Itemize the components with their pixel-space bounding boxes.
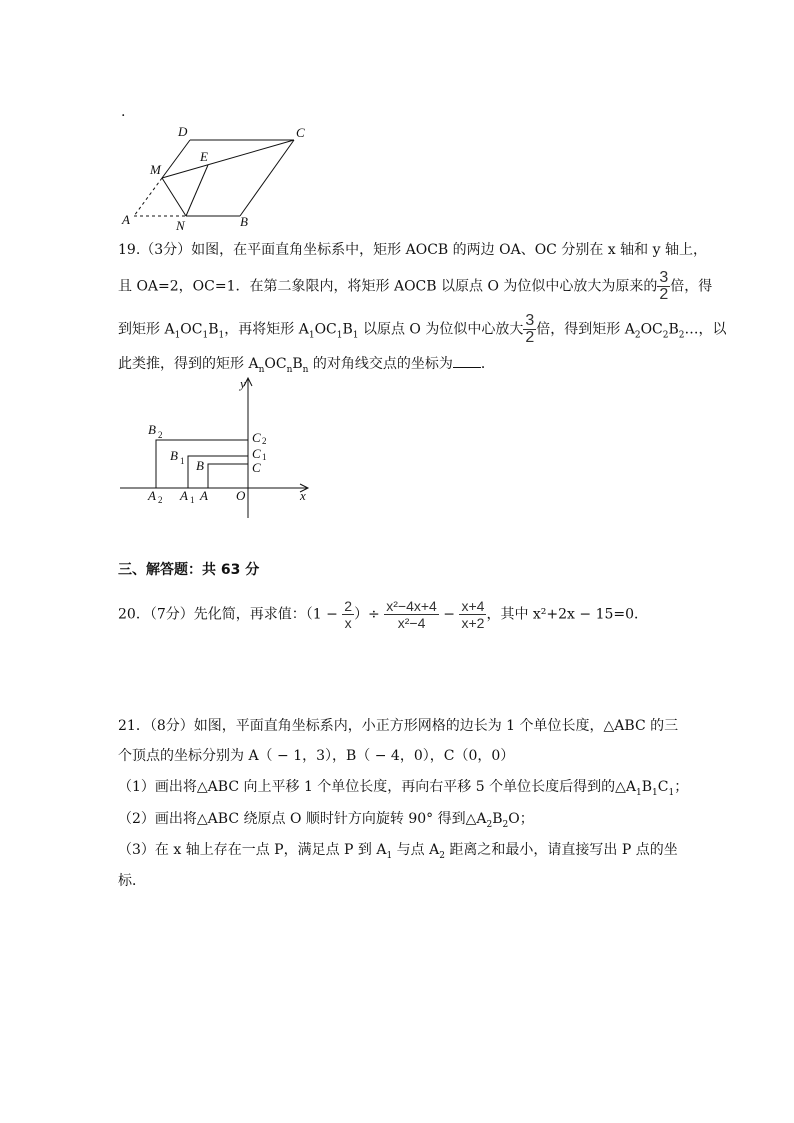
edge-ma-dashed (134, 178, 162, 216)
label-c1-sub: 1 (262, 452, 267, 462)
rect-aocb (208, 464, 248, 488)
label-b2: B (148, 422, 156, 437)
label-c: C (296, 125, 305, 140)
q21-line1: 21．（8分）如图，平面直角坐标系内，小正方形网格的边长为 1 个单位长度，△ABC 的三 (118, 718, 679, 734)
label-a: A (122, 212, 130, 227)
q19-line1: 19.（3分）如图，在平面直角坐标系中，矩形 AOCB 的两边 OA、OC 分别在 x 轴和 y 轴上， (118, 242, 707, 258)
label-e: E (200, 149, 208, 164)
label-b1-sub: 1 (180, 456, 185, 466)
q21-item1: （1）画出将△ABC 向上平移 1 个单位长度，再向右平移 5 个单位长度后得到的$\triangle A_1B_1C_1$； (118, 779, 689, 798)
label-b1: B (170, 448, 178, 463)
label-b: B (196, 458, 204, 473)
label-c1: C (252, 446, 261, 461)
q20-fraction-linear: $\frac{x+4}{x+2}$ (461, 598, 485, 631)
answer-blank[interactable] (453, 355, 481, 368)
label-a1-sub: 1 (190, 495, 195, 505)
q20-fraction-quadratic: $\frac{\text{x²−4x+4}}{\text{x²−4}}$ (386, 598, 437, 631)
label-n: N (176, 218, 185, 232)
q19-fraction-3-2: $\frac{3}{2}$ (659, 269, 669, 303)
edge-mc (162, 140, 294, 178)
q21-line2: 个顶点的坐标分别为 A（ − 1，3），B（ − 4，0），C（0，0） (118, 748, 515, 764)
parallelogram-figure (112, 120, 312, 232)
rectangles-figure (112, 372, 322, 524)
label-c2: C (252, 430, 261, 445)
q19-line2: 且 OA=2，OC=1．在第二象限内，将矩形 AOCB 以原点 O 为位似中心放大为原来的 $\frac{3}{2}$ 倍，得 (118, 269, 713, 303)
q21-item3-continued: 标． (118, 873, 146, 889)
label-m: M (150, 162, 161, 177)
label-a: A (200, 488, 208, 503)
q21-item2: （2）画出将△ABC 绕原点 O 顺时针方向旋转 90° 得到$\triangle A_2B_2O$； (118, 811, 534, 830)
q21-item3: （3）在 x 轴上存在一点 P，满足点 P 到 $A_1$ 与点 $A_2$ 距离之和最小，请直接写出 P 点的坐 (118, 842, 678, 861)
q19-line4: 此类推，得到的矩形 $A_nOC_nB_n$ 的对角线交点的坐标为 ． (118, 356, 495, 375)
label-b2-sub: 2 (158, 430, 163, 440)
q20-line: 20．（7分）先化简，再求值：（1 − $\frac{2}{x}$ ）÷ $\frac{\text{x²−4x+4}}{\text{x²−4}}$ − $\frac{x+4}{x+2}$ ，其中 x²+2x − 15=0． (118, 598, 649, 631)
q19-line3: 到矩形 $A_1OC_1B_1$，再将矩形 $A_1OC_1B_1$ 以原点 O 为位似中心放大 $\frac{3}{2}$ 倍，得到矩形 $A_2OC_2B_2\dots$，以 (118, 312, 727, 346)
label-c: C (252, 460, 261, 475)
label-c2-sub: 2 (262, 436, 267, 446)
stray-dot: . (121, 104, 126, 120)
q20-fraction-2-x: $\frac{2}{x}$ (344, 598, 353, 631)
label-o: O (236, 488, 246, 503)
label-a1: A (180, 488, 188, 503)
edge-mn (162, 178, 186, 216)
label-x: x (300, 488, 306, 503)
label-d: D (178, 124, 188, 139)
edge-en (186, 165, 208, 216)
label-y: y (240, 376, 246, 391)
q19-fraction-3-2-b: $\frac{3}{2}$ (525, 312, 535, 346)
edge-cb (240, 140, 294, 216)
label-a2: A (148, 488, 156, 503)
edge-dm (162, 140, 190, 178)
section-heading: 三、解答题：共 63 分 (118, 562, 260, 578)
label-b: B (240, 214, 248, 229)
label-a2-sub: 2 (158, 495, 163, 505)
